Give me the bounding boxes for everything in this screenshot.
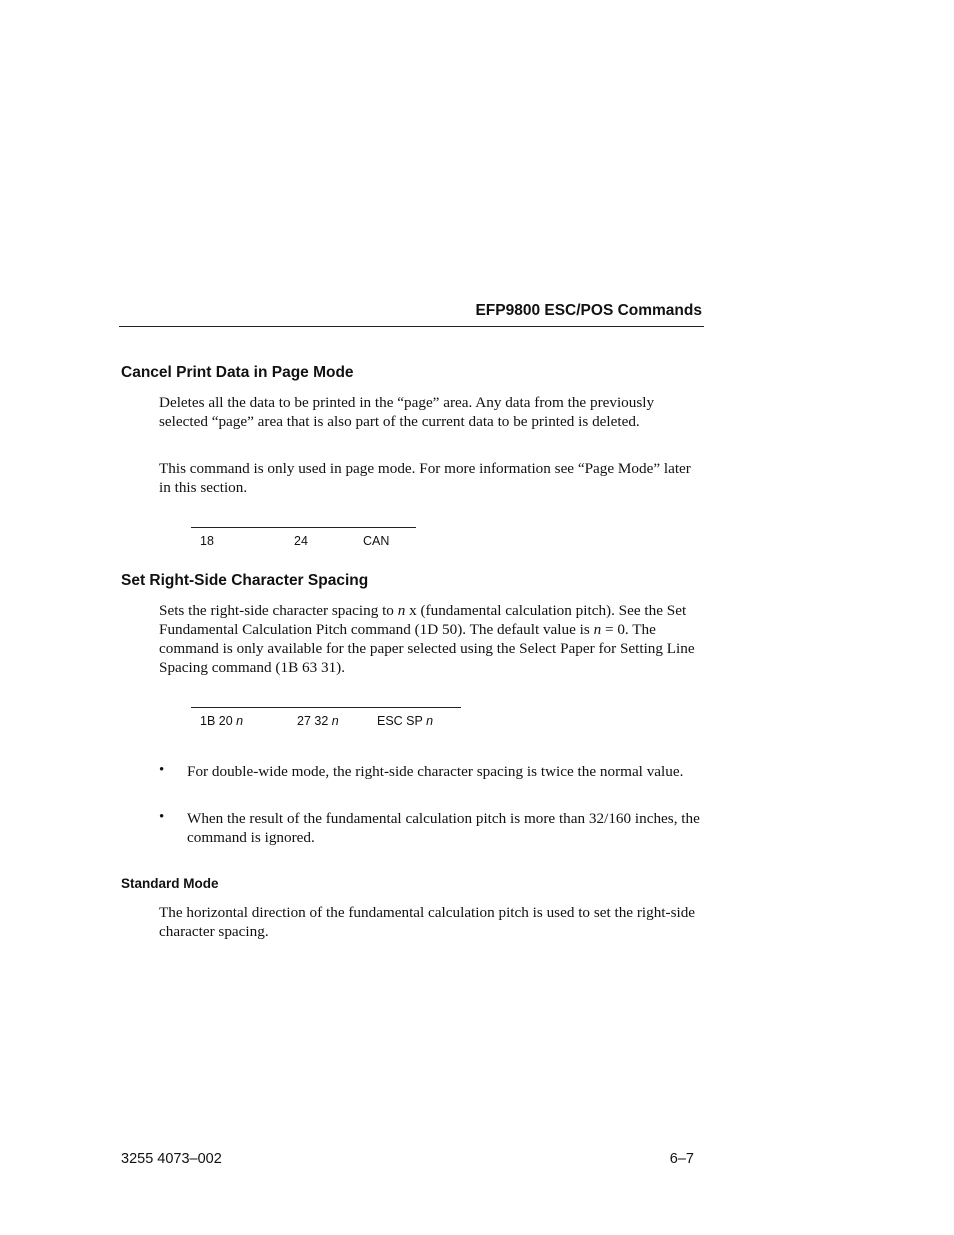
section2-para-param-n-2: n: [593, 621, 602, 638]
command-decimal: 24: [294, 534, 308, 548]
command-param: n: [236, 714, 244, 728]
subsection-heading-standard-mode: Standard Mode: [121, 876, 219, 891]
command-hex-value: 1B 20: [200, 714, 233, 728]
section-heading-right-side-spacing: Set Right-Side Character Spacing: [121, 572, 369, 589]
command-hex: 18: [200, 534, 214, 548]
section2-para-part-c: = 0. The command is only available for the paper selected using the Select Paper for Setting Line Spacing command (1B 63 31).: [159, 621, 695, 676]
footer-doc-number: 3255 4073–002: [121, 1151, 222, 1167]
bullet-marker: •: [159, 809, 165, 825]
command-ascii: CAN: [363, 534, 390, 548]
command-decimal-value: 27 32: [297, 714, 329, 728]
section1-paragraph-2: This command is only used in page mode. For more information see “Page Mode” later in this section.: [159, 460, 691, 496]
command-ascii: [377, 714, 433, 728]
bullet-item: For double-wide mode, the right-side character spacing is twice the normal value.: [187, 763, 684, 780]
command-param: n: [426, 714, 434, 728]
header-rule: [119, 326, 704, 327]
bullet-item: When the result of the fundamental calculation pitch is more than 32/160 inches, the command is ignored.: [187, 810, 700, 846]
footer-page-number: 6–7: [669, 1151, 694, 1167]
command-hex: [200, 714, 243, 728]
command-table-rule: [191, 707, 461, 708]
command-decimal: [297, 714, 339, 728]
command-table-rule: [191, 527, 416, 528]
command-param: n: [331, 714, 339, 728]
section3-paragraph: The horizontal direction of the fundamental calculation pitch is used to set the right-side character spacing.: [159, 904, 696, 940]
section2-para-part-b: x (fundamental calculation pitch). See the Set Fundamental Calculation Pitch command (1D 50). The default value is: [159, 602, 687, 638]
command-ascii-value: ESC SP: [377, 714, 423, 728]
section-heading-cancel-print-data: Cancel Print Data in Page Mode: [121, 364, 354, 381]
section2-para-param-n: n: [397, 602, 406, 619]
running-header-title: EFP9800 ESC/POS Commands: [475, 302, 702, 319]
bullet-marker: •: [159, 762, 165, 778]
section2-para-part-a: Sets the right-side character spacing to: [159, 602, 398, 619]
section1-paragraph-1: Deletes all the data to be printed in the “page” area. Any data from the previously selected “page” area that is also part of the current data to be printed is deleted.: [159, 394, 655, 430]
section2-paragraph: [159, 601, 704, 677]
